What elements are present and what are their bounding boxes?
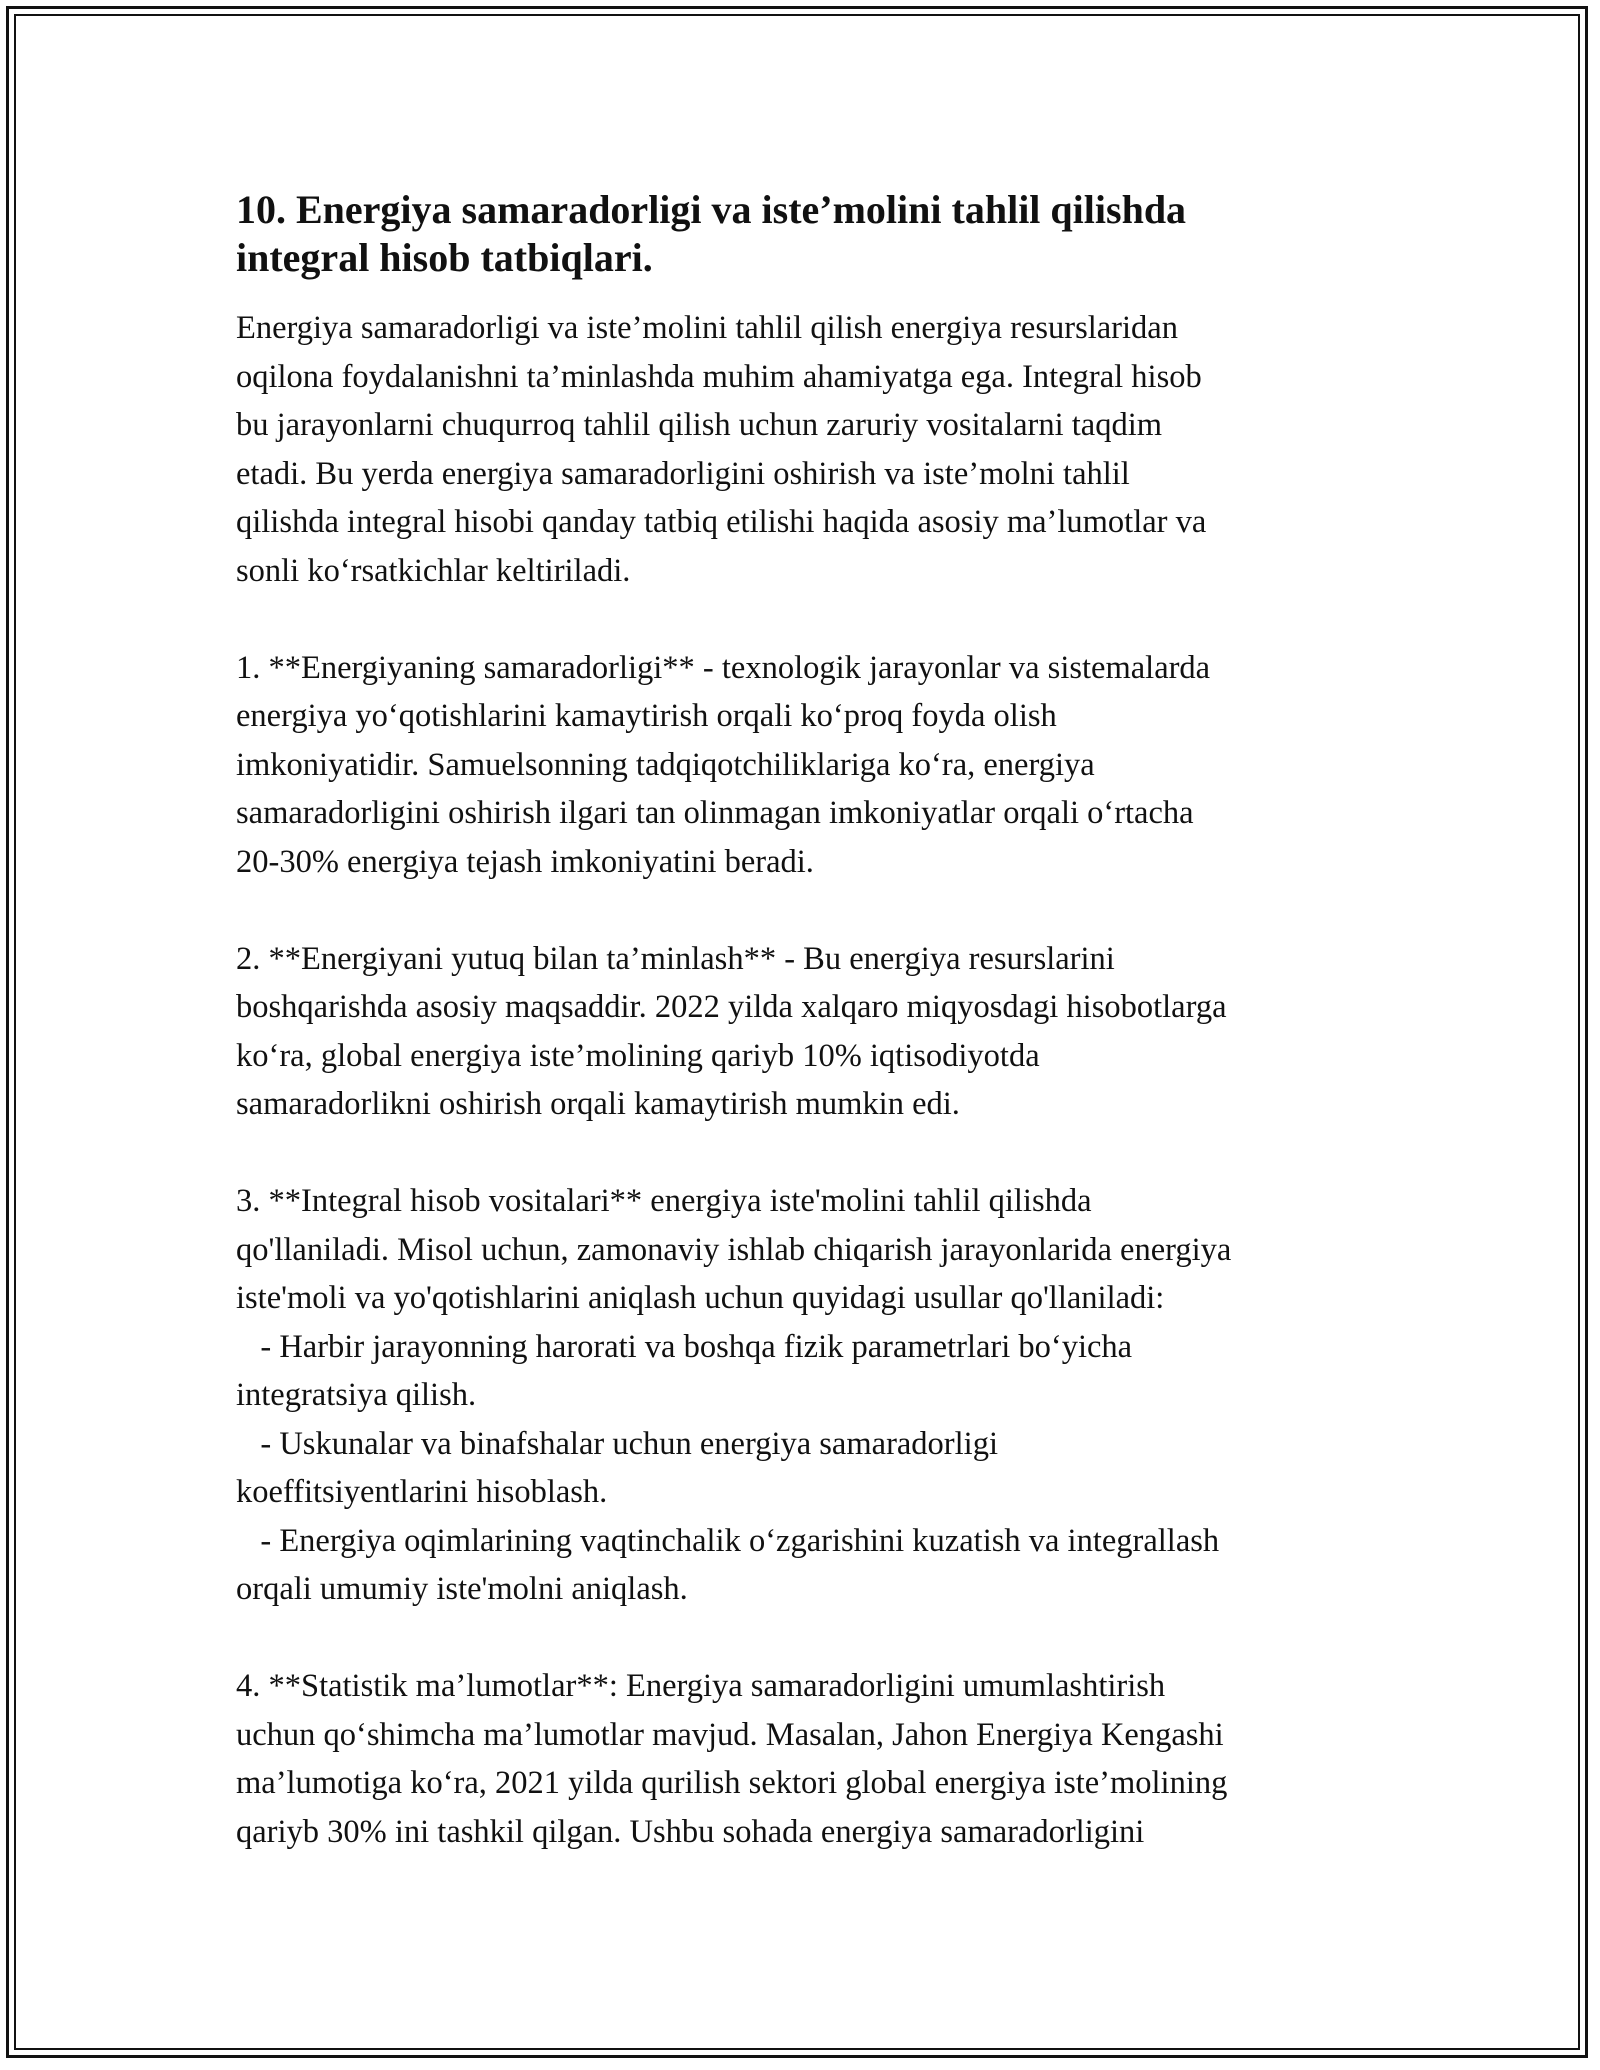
section-title: 10. Energiya samaradorligi va iste’molini tahlil qilishda integral hisob tatbiqlari.	[236, 187, 1187, 280]
intro-paragraph: Energiya samaradorligi va iste’molini tahlil qilish energiya resurslaridan oqilona foydalanishni ta’minlashda muhim ahamiyatga ega. Integral hisob bu jarayonlarni chuqurroq tahlil qilish uchun zaruriy vositalarni taqdim etadi. Bu yerda energiya samaradorligini oshirish va iste’molni tahlil qilishda integral hisobi qanday tatbiq etilishi haqida asosiy ma’lumotlar va sonli ko‘rsatkichlar keltiriladi.	[236, 310, 1207, 589]
point-2-paragraph: 2. **Energiyani yutuq bilan ta’minlash** - Bu energiya resurslarini boshqarishda asosiy maqsaddir. 2022 yilda xalqaro miqyosdagi hisobotlarga ko‘ra, global energiya iste’molining qariyb 10% iqtisodiyotda samaradorlikni oshirish orqali kamaytirish mumkin edi.	[236, 940, 1227, 1122]
point-4-paragraph: 4. **Statistik ma’lumotlar**: Energiya samaradorligini umumlashtirish uchun qo‘shimcha ma’lumotlar mavjud. Masalan, Jahon Energiya Kengashi ma’lumotiga ko‘ra, 2021 yilda qurilish sektori global energiya iste’molining qariyb 30% ini tashkil qilgan. Ushbu sohada energiya samaradorligini	[236, 1668, 1228, 1850]
paragraph-gap	[236, 886, 1366, 935]
point-3-paragraph: 3. **Integral hisob vositalari** energiya iste'molini tahlil qilishda qo'llaniladi. Misol uchun, zamonaviy ishlab chiqarish jarayonlarida energiya iste'moli va yo'qotishlarini aniqlash uchun quyidagi usullar qo'llaniladi: - Harbir jarayonning harorati va boshqa fizik parametrlari bo‘yicha integratsiya qilish. - Uskunalar va binafshalar uchun energiya samaradorligi koeffitsiyentlarini hisoblash. - Energiya oqimlarining vaqtinchalik o‘zgarishini kuzatish va integrallash orqali umumiy iste'molni aniqlash.	[236, 1183, 1232, 1607]
paragraph-gap	[236, 1129, 1366, 1178]
paragraph-gap	[236, 595, 1366, 644]
document-body	[236, 186, 1366, 1856]
paragraph-gap	[236, 1614, 1366, 1663]
point-1-paragraph: 1. **Energiyaning samaradorligi** - texnologik jarayonlar va sistemalarda energiya yo‘qotishlarini kamaytirish orqali ko‘proq foyda olish imkoniyatidir. Samuelsonning tadqiqotchiliklariga ko‘ra, energiya samaradorligini oshirish ilgari tan olinmagan imkoniyatlar orqali o‘rtacha 20-30% energiya tejash imkoniyatini beradi.	[236, 649, 1211, 880]
